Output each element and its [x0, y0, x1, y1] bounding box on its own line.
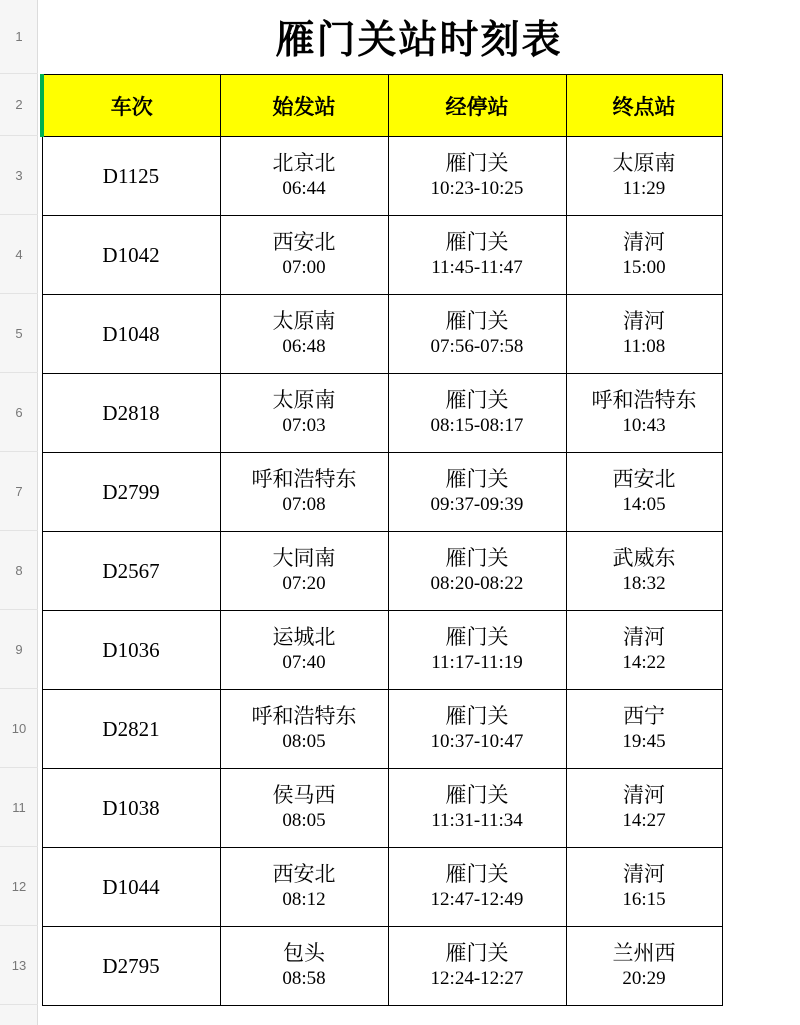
cell-train-no [42, 927, 220, 1006]
row-header-8[interactable]: 8 [0, 531, 38, 610]
table-row [42, 769, 722, 848]
stop-time-text: 12:24-12:27 [430, 968, 524, 990]
table-row [42, 611, 722, 690]
dest-time-text: 14:22 [622, 652, 666, 674]
origin-time-text: 07:40 [282, 652, 326, 674]
stop-time-text: 07:56-07:58 [430, 336, 524, 358]
cell-destination [566, 374, 722, 453]
cell-train-no [42, 216, 220, 295]
stop-time-text: 10:37-10:47 [430, 731, 524, 753]
cell-train-no [42, 611, 220, 690]
train-no-text: D1125 [102, 163, 160, 188]
dest-time-text: 18:32 [622, 573, 666, 595]
cell-stop [388, 532, 566, 611]
column-header-origin: 始发站 [220, 75, 388, 137]
dest-station-text: 太原南 [612, 151, 676, 176]
dest-time-text: 11:29 [622, 178, 666, 200]
cell-destination [566, 769, 722, 848]
cell-destination [566, 927, 722, 1006]
dest-station-text: 武威东 [612, 546, 676, 571]
origin-station-text: 侯马西 [272, 783, 336, 808]
train-no-text: D2795 [102, 953, 160, 978]
table-row [42, 532, 722, 611]
stop-time-text: 11:17-11:19 [431, 652, 523, 674]
origin-station-text: 北京北 [272, 151, 336, 176]
dest-station-text: 清河 [623, 862, 665, 887]
cell-origin [220, 532, 388, 611]
timetable [40, 74, 723, 1006]
cell-stop [388, 374, 566, 453]
stop-station-text: 雁门关 [445, 388, 509, 413]
cell-stop [388, 216, 566, 295]
dest-station-text: 兰州西 [612, 941, 676, 966]
stop-time-text: 08:20-08:22 [430, 573, 524, 595]
origin-time-text: 06:44 [282, 178, 326, 200]
column-header-destination: 终点站 [566, 75, 722, 137]
row-header-9[interactable]: 9 [0, 610, 38, 689]
dest-time-text: 20:29 [622, 968, 666, 990]
cell-train-no [42, 453, 220, 532]
cell-train-no [42, 848, 220, 927]
dest-time-text: 14:05 [622, 494, 666, 516]
cell-train-no [42, 690, 220, 769]
dest-station-text: 西宁 [623, 704, 665, 729]
cell-origin [220, 769, 388, 848]
dest-time-text: 19:45 [622, 731, 666, 753]
row-header-3[interactable]: 3 [0, 136, 38, 215]
stop-station-text: 雁门关 [445, 467, 509, 492]
train-no-text: D2799 [102, 479, 160, 504]
train-no-text: D2567 [102, 558, 160, 583]
cell-stop [388, 611, 566, 690]
table-row [42, 137, 722, 216]
cell-destination [566, 611, 722, 690]
stop-station-text: 雁门关 [445, 151, 509, 176]
table-row [42, 690, 722, 769]
cell-train-no [42, 769, 220, 848]
cell-destination [566, 295, 722, 374]
origin-station-text: 呼和浩特东 [251, 467, 357, 492]
cell-stop [388, 137, 566, 216]
cell-origin [220, 453, 388, 532]
table-row [42, 295, 722, 374]
stop-station-text: 雁门关 [445, 783, 509, 808]
row-number-gutter [0, 0, 38, 1025]
cell-stop [388, 848, 566, 927]
cell-origin [220, 611, 388, 690]
dest-station-text: 西安北 [612, 467, 676, 492]
timetable-header [42, 75, 722, 137]
row-header-12[interactable]: 12 [0, 847, 38, 926]
row-header-6[interactable]: 6 [0, 373, 38, 452]
stop-station-text: 雁门关 [445, 230, 509, 255]
row-header-5[interactable]: 5 [0, 294, 38, 373]
stop-station-text: 雁门关 [445, 309, 509, 334]
origin-time-text: 08:12 [282, 889, 326, 911]
origin-station-text: 西安北 [272, 862, 336, 887]
stop-time-text: 12:47-12:49 [430, 889, 524, 911]
cell-destination [566, 216, 722, 295]
origin-time-text: 07:20 [282, 573, 326, 595]
row-header-11[interactable]: 11 [0, 768, 38, 847]
train-no-text: D1036 [102, 637, 160, 662]
cell-train-no [42, 137, 220, 216]
cell-stop [388, 453, 566, 532]
origin-station-text: 运城北 [272, 625, 336, 650]
origin-time-text: 07:00 [282, 257, 326, 279]
dest-time-text: 14:27 [622, 810, 666, 832]
train-no-text: D2818 [102, 400, 160, 425]
cell-origin [220, 137, 388, 216]
cell-destination [566, 532, 722, 611]
origin-time-text: 06:48 [282, 336, 326, 358]
cell-destination [566, 137, 722, 216]
dest-time-text: 15:00 [622, 257, 666, 279]
origin-time-text: 07:03 [282, 415, 326, 437]
cell-destination [566, 453, 722, 532]
cell-destination [566, 848, 722, 927]
stop-station-text: 雁门关 [445, 862, 509, 887]
row-header-13[interactable]: 13 [0, 926, 38, 1005]
stop-station-text: 雁门关 [445, 546, 509, 571]
cell-origin [220, 927, 388, 1006]
dest-station-text: 清河 [623, 309, 665, 334]
origin-time-text: 08:05 [282, 810, 326, 832]
row-header-7[interactable]: 7 [0, 452, 38, 531]
timetable-body [42, 137, 722, 1006]
train-no-text: D1048 [102, 321, 160, 346]
dest-time-text: 10:43 [622, 415, 666, 437]
table-row [42, 848, 722, 927]
row-header-2[interactable]: 2 [0, 74, 38, 136]
sheet-content [38, 0, 800, 1025]
row-header-1[interactable]: 1 [0, 0, 38, 74]
train-no-text: D1038 [102, 795, 160, 820]
train-no-text: D1042 [102, 242, 160, 267]
stop-station-text: 雁门关 [445, 625, 509, 650]
header-row [42, 75, 722, 137]
stop-station-text: 雁门关 [445, 704, 509, 729]
title-row [38, 0, 800, 74]
table-row [42, 374, 722, 453]
dest-time-text: 16:15 [622, 889, 666, 911]
dest-station-text: 清河 [623, 230, 665, 255]
dest-station-text: 呼和浩特东 [591, 388, 697, 413]
origin-station-text: 太原南 [272, 309, 336, 334]
dest-station-text: 清河 [623, 783, 665, 808]
stop-station-text: 雁门关 [445, 941, 509, 966]
row-header-10[interactable]: 10 [0, 689, 38, 768]
cell-origin [220, 848, 388, 927]
cell-destination [566, 690, 722, 769]
origin-station-text: 西安北 [272, 230, 336, 255]
cell-train-no [42, 374, 220, 453]
stop-time-text: 11:45-11:47 [431, 257, 523, 279]
table-row [42, 927, 722, 1006]
table-row [42, 453, 722, 532]
cell-stop [388, 927, 566, 1006]
cell-origin [220, 374, 388, 453]
stop-time-text: 08:15-08:17 [430, 415, 524, 437]
dest-station-text: 清河 [623, 625, 665, 650]
cell-stop [388, 769, 566, 848]
row-header-4[interactable]: 4 [0, 215, 38, 294]
origin-time-text: 08:05 [282, 731, 326, 753]
origin-station-text: 包头 [283, 941, 325, 966]
cell-origin [220, 216, 388, 295]
dest-time-text: 11:08 [622, 336, 666, 358]
cell-stop [388, 690, 566, 769]
stop-time-text: 11:31-11:34 [431, 810, 523, 832]
column-header-stop: 经停站 [388, 75, 566, 137]
cell-origin [220, 690, 388, 769]
origin-time-text: 08:58 [282, 968, 326, 990]
column-header-train-no: 车次 [42, 75, 220, 137]
cell-train-no [42, 532, 220, 611]
train-no-text: D2821 [102, 716, 160, 741]
table-row [42, 216, 722, 295]
origin-station-text: 呼和浩特东 [251, 704, 357, 729]
cell-train-no [42, 295, 220, 374]
cell-stop [388, 295, 566, 374]
page-title: 雁门关站时刻表 [275, 18, 563, 63]
origin-time-text: 07:08 [282, 494, 326, 516]
train-no-text: D1044 [102, 874, 160, 899]
stop-time-text: 10:23-10:25 [430, 178, 524, 200]
cell-origin [220, 295, 388, 374]
origin-station-text: 太原南 [272, 388, 336, 413]
stop-time-text: 09:37-09:39 [430, 494, 524, 516]
origin-station-text: 大同南 [272, 546, 336, 571]
